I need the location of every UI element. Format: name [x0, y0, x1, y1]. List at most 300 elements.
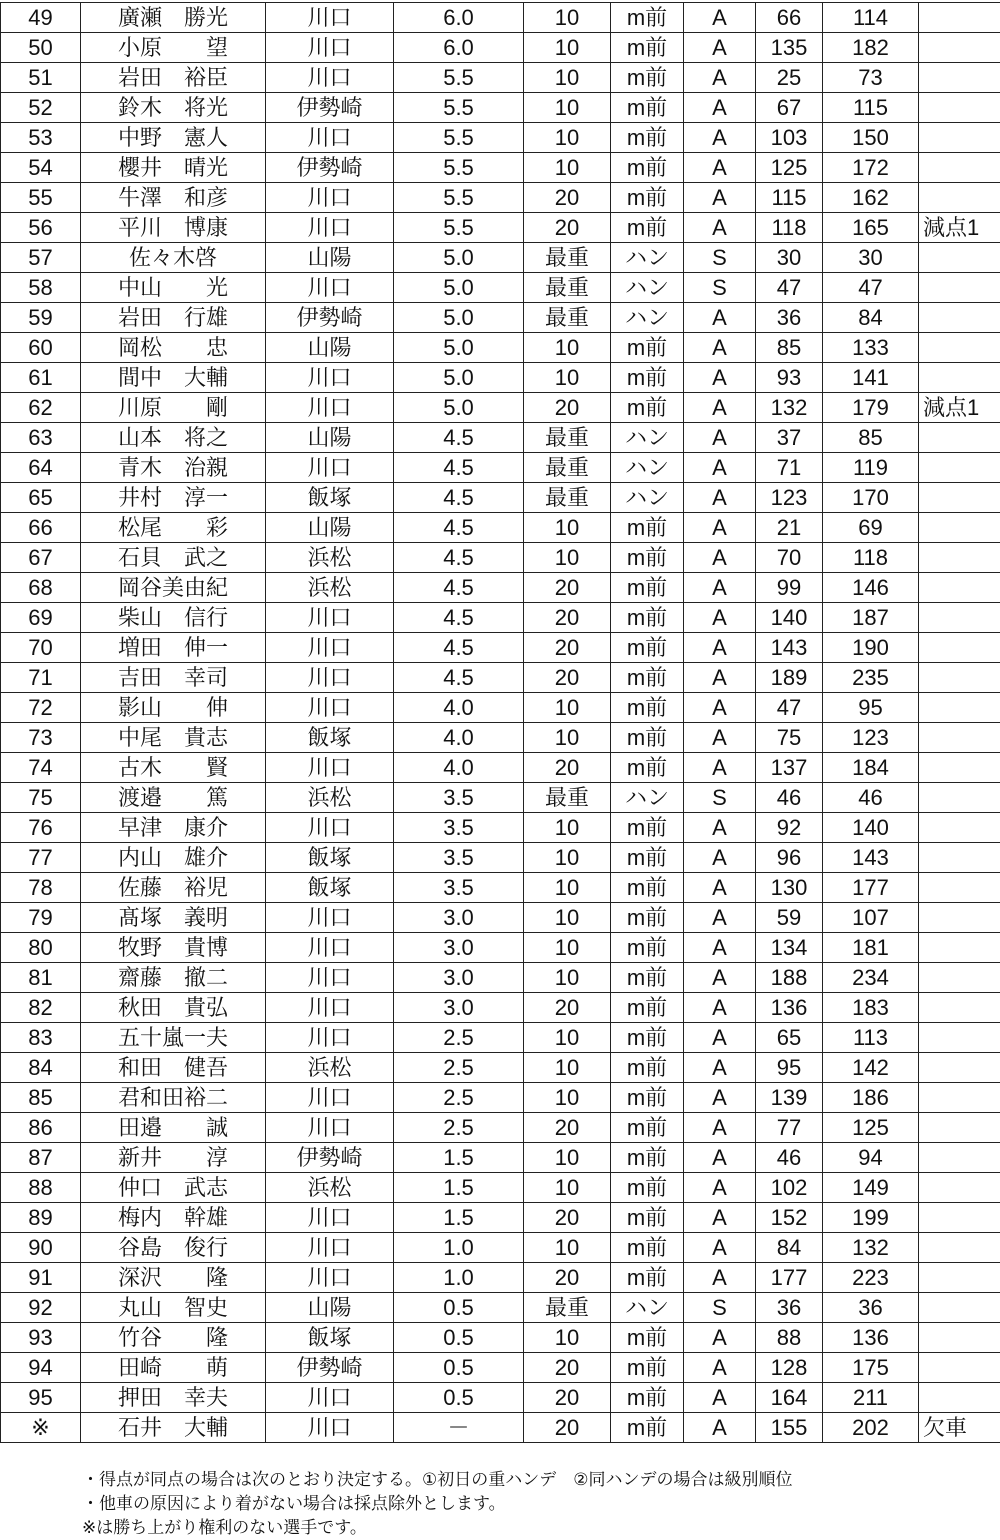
rank-cell: 78 [1, 873, 81, 903]
note-cell: 減点1 [919, 393, 1000, 423]
team-cell: 川口 [266, 813, 394, 843]
note-cell: 欠車 [919, 1413, 1000, 1443]
class-cell: A [684, 1383, 756, 1413]
team-cell: 川口 [266, 63, 394, 93]
team-cell: 飯塚 [266, 873, 394, 903]
cell-a-cell: 152 [756, 1203, 823, 1233]
cell-b-cell: 125 [823, 1113, 919, 1143]
class-cell: A [684, 573, 756, 603]
cell-b-cell: 199 [823, 1203, 919, 1233]
handicap-cell: 10 [524, 1233, 611, 1263]
rank-cell: 60 [1, 333, 81, 363]
score-cell: 3.5 [394, 843, 524, 873]
handicap-type-cell: m前 [611, 183, 684, 213]
table-row [1, 1203, 1000, 1233]
note-cell [919, 1233, 1000, 1263]
rank-cell: 72 [1, 693, 81, 723]
team-cell: 山陽 [266, 333, 394, 363]
score-cell: 5.0 [394, 273, 524, 303]
rank-cell: 49 [1, 3, 81, 33]
note-cell [919, 813, 1000, 843]
note-cell [919, 633, 1000, 663]
table-row [1, 963, 1000, 993]
class-cell: A [684, 1203, 756, 1233]
cell-b-cell: 69 [823, 513, 919, 543]
handicap-type-cell: m前 [611, 1173, 684, 1203]
handicap-type-cell: m前 [611, 723, 684, 753]
table-row [1, 633, 1000, 663]
table-row [1, 813, 1000, 843]
class-cell: A [684, 873, 756, 903]
rider-name-cell: 君和田裕二 [81, 1083, 266, 1113]
footnotes [82, 1468, 792, 1540]
class-cell: A [684, 423, 756, 453]
table-row [1, 243, 1000, 273]
handicap-cell: 最重 [524, 243, 611, 273]
rider-name-cell: 石貝 武之 [81, 543, 266, 573]
handicap-type-cell: m前 [611, 1353, 684, 1383]
cell-a-cell: 46 [756, 1143, 823, 1173]
handicap-type-cell: m前 [611, 693, 684, 723]
cell-b-cell: 142 [823, 1053, 919, 1083]
note-cell [919, 993, 1000, 1023]
rider-name-cell: 竹谷 隆 [81, 1323, 266, 1353]
team-cell: 山陽 [266, 1293, 394, 1323]
handicap-type-cell: ハン [611, 423, 684, 453]
score-cell: 3.5 [394, 783, 524, 813]
table-row [1, 933, 1000, 963]
score-cell: 5.0 [394, 333, 524, 363]
note-cell [919, 1263, 1000, 1293]
team-cell: 浜松 [266, 1053, 394, 1083]
rank-cell: 64 [1, 453, 81, 483]
table-row [1, 63, 1000, 93]
table-row [1, 153, 1000, 183]
class-cell: A [684, 1413, 756, 1443]
rider-name-cell: 岩田 行雄 [81, 303, 266, 333]
team-cell: 川口 [266, 1023, 394, 1053]
handicap-type-cell: m前 [611, 753, 684, 783]
note-cell [919, 513, 1000, 543]
table-row [1, 513, 1000, 543]
handicap-cell: 20 [524, 663, 611, 693]
rider-name-cell: 間中 大輔 [81, 363, 266, 393]
score-cell: 5.5 [394, 123, 524, 153]
class-cell: S [684, 783, 756, 813]
note-cell [919, 183, 1000, 213]
team-cell: 川口 [266, 603, 394, 633]
rank-cell: 87 [1, 1143, 81, 1173]
note-cell [919, 1203, 1000, 1233]
table-row [1, 123, 1000, 153]
handicap-type-cell: m前 [611, 933, 684, 963]
rank-cell: 91 [1, 1263, 81, 1293]
cell-b-cell: 141 [823, 363, 919, 393]
cell-a-cell: 25 [756, 63, 823, 93]
team-cell: 川口 [266, 993, 394, 1023]
cell-a-cell: 134 [756, 933, 823, 963]
team-cell: 川口 [266, 213, 394, 243]
score-cell: 1.5 [394, 1173, 524, 1203]
handicap-cell: 10 [524, 363, 611, 393]
score-cell: 5.0 [394, 243, 524, 273]
cell-a-cell: 30 [756, 243, 823, 273]
handicap-type-cell: ハン [611, 453, 684, 483]
cell-a-cell: 36 [756, 1293, 823, 1323]
table-row [1, 1293, 1000, 1323]
table-row [1, 33, 1000, 63]
cell-b-cell: 223 [823, 1263, 919, 1293]
class-cell: A [684, 183, 756, 213]
handicap-type-cell: m前 [611, 333, 684, 363]
class-cell: S [684, 243, 756, 273]
table-row [1, 453, 1000, 483]
cell-a-cell: 71 [756, 453, 823, 483]
score-cell: 4.5 [394, 423, 524, 453]
rider-name-cell: 青木 治親 [81, 453, 266, 483]
note-cell [919, 1173, 1000, 1203]
handicap-type-cell: ハン [611, 303, 684, 333]
rank-cell: 93 [1, 1323, 81, 1353]
cell-b-cell: 181 [823, 933, 919, 963]
class-cell: A [684, 303, 756, 333]
rider-name-cell: 柴山 信行 [81, 603, 266, 633]
handicap-cell: 20 [524, 753, 611, 783]
cell-a-cell: 135 [756, 33, 823, 63]
footnote-exclusion: ・他車の原因により着がない場合は採点除外とします。 [82, 1494, 506, 1513]
rider-name-cell: 影山 伸 [81, 693, 266, 723]
score-cell: 0.5 [394, 1323, 524, 1353]
cell-b-cell: 85 [823, 423, 919, 453]
handicap-type-cell: m前 [611, 573, 684, 603]
handicap-cell: 最重 [524, 303, 611, 333]
cell-b-cell: 165 [823, 213, 919, 243]
cell-b-cell: 113 [823, 1023, 919, 1053]
cell-a-cell: 47 [756, 273, 823, 303]
note-cell [919, 1113, 1000, 1143]
rider-name-cell: 小原 望 [81, 33, 266, 63]
rider-name-cell: 古木 賢 [81, 753, 266, 783]
rank-cell: 92 [1, 1293, 81, 1323]
rank-cell: 74 [1, 753, 81, 783]
cell-b-cell: 107 [823, 903, 919, 933]
handicap-type-cell: m前 [611, 1263, 684, 1293]
handicap-type-cell: m前 [611, 1113, 684, 1143]
team-cell: 川口 [266, 963, 394, 993]
rider-name-cell: 髙塚 義明 [81, 903, 266, 933]
handicap-type-cell: m前 [611, 963, 684, 993]
note-cell [919, 453, 1000, 483]
rank-cell: 65 [1, 483, 81, 513]
handicap-cell: 10 [524, 693, 611, 723]
note-cell [919, 543, 1000, 573]
cell-a-cell: 66 [756, 3, 823, 33]
handicap-type-cell: m前 [611, 363, 684, 393]
rider-name-cell: 中野 憲人 [81, 123, 266, 153]
rank-cell: 86 [1, 1113, 81, 1143]
cell-a-cell: 84 [756, 1233, 823, 1263]
results-table-body [1, 3, 1000, 1443]
handicap-cell: 10 [524, 63, 611, 93]
cell-b-cell: 190 [823, 633, 919, 663]
team-cell: 川口 [266, 1203, 394, 1233]
rider-name-cell: 新井 淳 [81, 1143, 266, 1173]
rider-name-cell: 山本 将之 [81, 423, 266, 453]
team-cell: 山陽 [266, 513, 394, 543]
cell-a-cell: 164 [756, 1383, 823, 1413]
team-cell: 川口 [266, 393, 394, 423]
rider-name-cell: 秋田 貴弘 [81, 993, 266, 1023]
note-cell [919, 1383, 1000, 1413]
table-row [1, 1413, 1000, 1443]
table-row [1, 1173, 1000, 1203]
handicap-cell: 10 [524, 93, 611, 123]
cell-b-cell: 95 [823, 693, 919, 723]
handicap-type-cell: m前 [611, 63, 684, 93]
rank-cell: 59 [1, 303, 81, 333]
rider-name-cell: 牛澤 和彦 [81, 183, 266, 213]
cell-a-cell: 140 [756, 603, 823, 633]
table-row [1, 1113, 1000, 1143]
cell-a-cell: 136 [756, 993, 823, 1023]
handicap-cell: 最重 [524, 783, 611, 813]
handicap-type-cell: m前 [611, 873, 684, 903]
handicap-type-cell: m前 [611, 1203, 684, 1233]
handicap-cell: 10 [524, 723, 611, 753]
rider-name-cell: 石井 大輔 [81, 1413, 266, 1443]
rank-cell: 75 [1, 783, 81, 813]
table-row [1, 1233, 1000, 1263]
rank-cell: 71 [1, 663, 81, 693]
table-row [1, 1053, 1000, 1083]
note-cell [919, 483, 1000, 513]
table-row [1, 363, 1000, 393]
cell-b-cell: 149 [823, 1173, 919, 1203]
results-table [0, 2, 1000, 1443]
cell-a-cell: 59 [756, 903, 823, 933]
handicap-type-cell: m前 [611, 1023, 684, 1053]
rider-name-cell: 谷島 俊行 [81, 1233, 266, 1263]
rank-cell: 85 [1, 1083, 81, 1113]
note-cell [919, 243, 1000, 273]
note-cell [919, 33, 1000, 63]
handicap-cell: 20 [524, 1203, 611, 1233]
table-row [1, 93, 1000, 123]
note-cell [919, 573, 1000, 603]
class-cell: A [684, 963, 756, 993]
score-cell: 4.0 [394, 723, 524, 753]
cell-b-cell: 132 [823, 1233, 919, 1263]
rank-cell: 73 [1, 723, 81, 753]
score-cell: 2.5 [394, 1053, 524, 1083]
rider-name-cell: 井村 淳一 [81, 483, 266, 513]
table-row [1, 753, 1000, 783]
cell-b-cell: 143 [823, 843, 919, 873]
cell-a-cell: 139 [756, 1083, 823, 1113]
score-cell: 4.0 [394, 753, 524, 783]
cell-a-cell: 143 [756, 633, 823, 663]
note-cell [919, 303, 1000, 333]
handicap-cell: 10 [524, 1053, 611, 1083]
class-cell: A [684, 153, 756, 183]
handicap-cell: 10 [524, 903, 611, 933]
cell-a-cell: 189 [756, 663, 823, 693]
class-cell: A [684, 63, 756, 93]
rank-cell: 76 [1, 813, 81, 843]
cell-a-cell: 130 [756, 873, 823, 903]
team-cell: 浜松 [266, 783, 394, 813]
cell-b-cell: 182 [823, 33, 919, 63]
team-cell: 浜松 [266, 543, 394, 573]
cell-b-cell: 162 [823, 183, 919, 213]
table-row [1, 213, 1000, 243]
cell-b-cell: 140 [823, 813, 919, 843]
rank-cell: 94 [1, 1353, 81, 1383]
team-cell: 飯塚 [266, 483, 394, 513]
class-cell: A [684, 843, 756, 873]
cell-a-cell: 188 [756, 963, 823, 993]
rider-name-cell: 岩田 裕臣 [81, 63, 266, 93]
score-cell: 6.0 [394, 3, 524, 33]
rider-name-cell: 川原 剛 [81, 393, 266, 423]
note-cell [919, 333, 1000, 363]
team-cell: 川口 [266, 1413, 394, 1443]
score-cell: 5.0 [394, 393, 524, 423]
team-cell: 川口 [266, 363, 394, 393]
rank-cell: 56 [1, 213, 81, 243]
rider-name-cell: 五十嵐一夫 [81, 1023, 266, 1053]
table-row [1, 183, 1000, 213]
handicap-cell: 20 [524, 213, 611, 243]
note-cell [919, 1023, 1000, 1053]
handicap-type-cell: m前 [611, 1053, 684, 1083]
table-row [1, 843, 1000, 873]
note-cell [919, 123, 1000, 153]
class-cell: A [684, 1083, 756, 1113]
class-cell: A [684, 1323, 756, 1353]
note-cell [919, 693, 1000, 723]
cell-b-cell: 136 [823, 1323, 919, 1353]
rank-cell: 68 [1, 573, 81, 603]
rider-name-cell: 田崎 萌 [81, 1353, 266, 1383]
rider-name-cell: 梅内 幹雄 [81, 1203, 266, 1233]
handicap-cell: 20 [524, 1383, 611, 1413]
class-cell: A [684, 483, 756, 513]
cell-b-cell: 172 [823, 153, 919, 183]
cell-a-cell: 47 [756, 693, 823, 723]
score-cell: 3.0 [394, 963, 524, 993]
class-cell: A [684, 753, 756, 783]
note-cell [919, 753, 1000, 783]
team-cell: 川口 [266, 183, 394, 213]
table-row [1, 303, 1000, 333]
table-row [1, 1263, 1000, 1293]
team-cell: 川口 [266, 123, 394, 153]
class-cell: A [684, 663, 756, 693]
note-cell [919, 933, 1000, 963]
score-cell: 1.0 [394, 1233, 524, 1263]
score-cell: 2.5 [394, 1023, 524, 1053]
rank-cell: 70 [1, 633, 81, 663]
rider-name-cell: 鈴木 将光 [81, 93, 266, 123]
score-cell: 4.5 [394, 663, 524, 693]
handicap-cell: 10 [524, 3, 611, 33]
rider-name-cell: 岡谷美由紀 [81, 573, 266, 603]
cell-a-cell: 92 [756, 813, 823, 843]
handicap-cell: 10 [524, 873, 611, 903]
class-cell: A [684, 3, 756, 33]
cell-b-cell: 211 [823, 1383, 919, 1413]
cell-b-cell: 114 [823, 3, 919, 33]
note-cell [919, 423, 1000, 453]
cell-a-cell: 67 [756, 93, 823, 123]
handicap-cell: 10 [524, 1173, 611, 1203]
handicap-cell: 20 [524, 1263, 611, 1293]
handicap-type-cell: m前 [611, 663, 684, 693]
rider-name-cell: 吉田 幸司 [81, 663, 266, 693]
class-cell: A [684, 723, 756, 753]
team-cell: 川口 [266, 633, 394, 663]
cell-b-cell: 170 [823, 483, 919, 513]
score-cell: 4.0 [394, 693, 524, 723]
rider-name-cell: 深沢 隆 [81, 1263, 266, 1293]
rank-cell: 61 [1, 363, 81, 393]
note-cell [919, 663, 1000, 693]
rank-cell: 69 [1, 603, 81, 633]
cell-a-cell: 21 [756, 513, 823, 543]
cell-a-cell: 95 [756, 1053, 823, 1083]
handicap-type-cell: m前 [611, 813, 684, 843]
class-cell: A [684, 813, 756, 843]
handicap-cell: 10 [524, 963, 611, 993]
score-cell: 5.0 [394, 303, 524, 333]
rank-cell: 79 [1, 903, 81, 933]
cell-a-cell: 85 [756, 333, 823, 363]
score-cell: 3.5 [394, 873, 524, 903]
handicap-type-cell: m前 [611, 3, 684, 33]
handicap-type-cell: m前 [611, 1383, 684, 1413]
class-cell: A [684, 543, 756, 573]
table-row [1, 723, 1000, 753]
score-cell: 3.0 [394, 993, 524, 1023]
rank-cell: 77 [1, 843, 81, 873]
score-cell: 4.5 [394, 603, 524, 633]
rider-name-cell: 田邉 誠 [81, 1113, 266, 1143]
cell-b-cell: 187 [823, 603, 919, 633]
table-row [1, 783, 1000, 813]
cell-a-cell: 103 [756, 123, 823, 153]
rank-cell: 66 [1, 513, 81, 543]
rank-cell: 82 [1, 993, 81, 1023]
handicap-cell: 20 [524, 1413, 611, 1443]
rank-cell: 53 [1, 123, 81, 153]
table-row [1, 543, 1000, 573]
cell-a-cell: 123 [756, 483, 823, 513]
team-cell: 浜松 [266, 573, 394, 603]
handicap-type-cell: ハン [611, 273, 684, 303]
rider-name-cell: 渡邉 篤 [81, 783, 266, 813]
team-cell: 伊勢崎 [266, 93, 394, 123]
rank-cell: 83 [1, 1023, 81, 1053]
team-cell: 浜松 [266, 1173, 394, 1203]
handicap-type-cell: m前 [611, 153, 684, 183]
team-cell: 川口 [266, 273, 394, 303]
note-cell [919, 603, 1000, 633]
rider-name-cell: 丸山 智史 [81, 1293, 266, 1323]
rider-name-cell: 廣瀬 勝光 [81, 3, 266, 33]
handicap-cell: 20 [524, 633, 611, 663]
score-cell: 4.5 [394, 633, 524, 663]
